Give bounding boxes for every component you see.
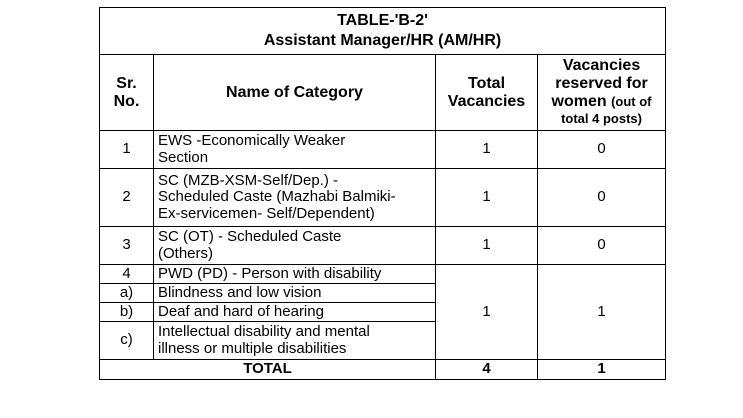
header-category: Name of Category [154, 55, 436, 131]
total-women-sum: 1 [538, 360, 666, 380]
table-title: TABLE-'B-2' [337, 12, 428, 29]
header-women-vacancies: Vacancies reserved for women (out of total 4 posts) [538, 55, 666, 131]
table-subtitle: Assistant Manager/HR (AM/HR) [263, 32, 502, 49]
total-row [100, 360, 666, 380]
pwd-total-vacancies: 1 [436, 265, 538, 360]
table-row: a) Blindness and low vision [100, 284, 666, 303]
table-title-cell [100, 8, 666, 55]
table-row: c) Intellectual disability and mental illness or multiple disabilities [100, 322, 666, 360]
table-row: b) Deaf and hard of hearing [100, 303, 666, 322]
header-row [100, 55, 666, 131]
total-label: TOTAL [100, 360, 436, 380]
vacancy-table [99, 7, 666, 380]
table-row: 2 SC (MZB-XSM-Self/Dep.) - Scheduled Caste (Mazhabi Balmiki- Ex-servicemen- Self/Dependent) 1 0 [100, 169, 666, 227]
table-title-row [100, 8, 666, 55]
pwd-women-vacancies: 1 [538, 265, 666, 360]
table-row: 1 EWS -Economically Weaker Section 1 0 [100, 131, 666, 169]
table-row: 4 PWD (PD) - Person with disability 1 1 [100, 265, 666, 284]
total-vacancies-sum: 4 [436, 360, 538, 380]
table-row: 3 SC (OT) - Scheduled Caste (Others) 1 0 [100, 227, 666, 265]
header-women-note: (out of total 4 posts) [561, 93, 652, 127]
header-sr-no: Sr. No. [100, 55, 154, 131]
header-total-vacancies: Total Vacancies [436, 55, 538, 131]
